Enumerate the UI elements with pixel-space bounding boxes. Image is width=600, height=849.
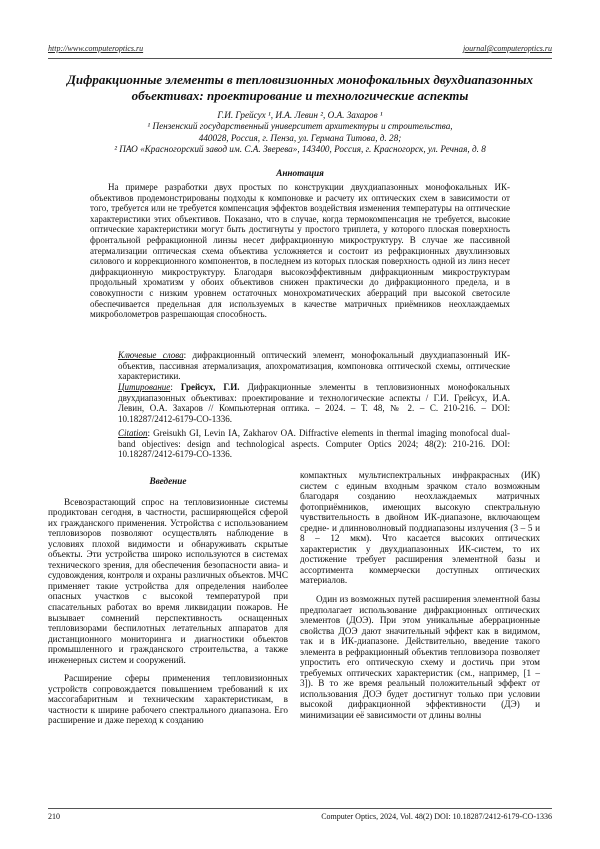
left-column (48, 476, 288, 726)
citation-en (118, 428, 510, 460)
citation: Цитирование: Грейсух, Г.И. Дифракционные элементы в тепловизионных монофокальных двухдиапазонных объективах: проектирование и технологические аспекты / Г.И. Грейсух, И.А. Левин, О.А. Захаров // Компьютерная оптика. – 2024. – Т. 48, № 2. – С. 210-216. – DOI: 10.18287/2412-6179-CO-1336. (118, 382, 510, 424)
paragraph: Один из возможных путей расширения элементной базы предполагает использование дифракционных оптических элементов (ДОЭ). При этом уникальные аберрационные свойства ДОЭ дают значительный эффект как в видимом, так и в ИК-диапазоне. Действительно, введение такого элемента в рефракционный объектив тепловизора позволяет упростить его оптическую схему и достичь при этом требуемых оптических характеристик (см., например, [1 – 3]). В то же время реальный положительный эффект от использования ДОЭ будет достигнут только при условии высокой дифракционной эффективности (ДЭ) и минимизации её зависимости от длины волны (300, 594, 540, 721)
abstract-text: На примере разработки двух простых по конструкции двухдиапазонных монофокальных ИК-объективов продемонстрированы подходы к компоновке и расчету их оптических схем в зависимости от того, требуется или не требуется компенсация эффектов воздействия изменения температуры на оптические характеристики этих объективов. Показано, что в случае, когда термокомпенсация не требуется, высокие оптические характеристики могут быть достигнуты у простого триплета, у которого плоская поверхность фронтальной рефракционной линзы несет дифракционную микроструктуру. В случае же пассивной атермализации оптическая схема объектива усложняется и состоит из рефракционных двухлинзовых силового и коррекционного компонентов, в последнем из которых плоская поверхность одной из линз несет дифракционную микроструктуру. Благодаря высокоэффективным дифракционным микроструктурам продольный хроматизм у обоих объективов снижен практически до дифракционного предела, и в совокупности с низким уровнем остаточных монохроматических аберраций при высокой светосиле обеспечивается предельная для используемых в качестве матричных приёмников неохлаждаемых микроболометров разрешающая способность. (90, 182, 510, 320)
citation-authors: Грейсух, Г.И. (180, 382, 240, 392)
journal-reference: Computer Optics, 2024, Vol. 48(2) DOI: 10.18287/2412-6179-CO-1336 (321, 812, 552, 821)
citation-en-label: Citation (118, 428, 148, 438)
citation-en-text: : Greisukh GI, Levin IA, Zakharov OA. Diffractive elements in thermal imaging monofocal dual-band objectives: design and technological aspects. Computer Optics 2024; 48(2): 210-216. DOI: 10.18287/2412-6179-CO-1336. (118, 428, 510, 460)
running-header (48, 44, 552, 56)
paragraph: компактных мультиспектральных инфракрасных (ИК) систем с единым входным зрачком стало возможным благодаря созданию неохлаждаемых матричных фотоприёмников, имеющих высокую спектральную чувствительность в двойном ИК-диапазоне, включающем средне- и длинноволновый поддиапазоны излучения (3 – 5 и 8 – 12 мкм). Что касается высоких оптических характеристик у двухдиапазонных ИК-систем, то их достижение требует расширения элементной базы и ассортимента коммерчески доступных оптических материалов. (300, 470, 540, 586)
citation-text: Дифракционные элементы в тепловизионных монофокальных двухдиапазонных объективах: проектирование и технологические аспекты / Г.И. Грейсух, И.А. Левин, О.А. Захаров // Компьютерная оптика. – 2024. – Т. 48, № 2. – С. 210-216. – DOI: 10.18287/2412-6179-CO-1336. (118, 382, 510, 424)
paragraph: Расширение сферы применения тепловизионных устройств сопровождается повышением требований к их массогабаритным и техническим характеристикам, в частности к ширине рабочего спектрального диапазона. Его расширение и даже переход к созданию (48, 673, 288, 726)
keywords-text: : дифракционный оптический элемент, монофокальный двухдиапазонный ИК-объектив, пассивная атермализация, апохроматизация, компоновка оптической схемы, оптические характеристики. (118, 350, 510, 382)
author-list: Г.И. Грейсух ¹, И.А. Левин ², О.А. Захаров ¹ (217, 110, 383, 120)
paper-title: Дифракционные элементы в тепловизионных монофокальных двухдиапазонных объективах: проектирование и технологические аспекты (66, 72, 534, 103)
journal-url-link[interactable]: http://www.computeroptics.ru (48, 44, 144, 53)
header-rule (48, 58, 552, 59)
author-block (48, 110, 552, 156)
right-column (300, 470, 540, 721)
intro-heading: Введение (149, 476, 187, 486)
annotation-heading: Аннотация (276, 168, 324, 178)
abstract (90, 182, 510, 320)
journal-email-link[interactable]: journal@computeroptics.ru (462, 44, 552, 53)
affiliation-1-address: 440028, Россия, г. Пенза, ул. Германа Титова, д. 28; (198, 132, 402, 143)
keywords-label: Ключевые слова (118, 350, 184, 360)
citation-label: Цитирование (118, 382, 171, 392)
page-number: 210 (48, 812, 60, 821)
affiliation-2: ² ПАО «Красногорский завод им. С.А. Зверева», 143400, Россия, г. Красногорск, ул. Речная, д. 8 (114, 144, 486, 155)
keywords (118, 350, 510, 382)
footer-rule (48, 808, 552, 809)
paragraph: Всевозрастающий спрос на тепловизионные системы продиктован сегодня, в частности, расширяющейся сферой их гражданского применения. Устройства с использованием тепловизоров позволяют осуществлять наблюдение в условиях плохой видимости и обнаруживать скрытые объекты. Эти устройства широко используются в системах технического зрения, для обеспечения безопасности авиа- и судовождения, контроля и охраны различных объектов. МЧС применяет такие устройства для определения наиболее опасных участков с высокой температурой при спасательных работах во время ликвидации пожаров. Не вызывает сомнений перспективность оснащенных тепловизорами беспилотных летательных аппаратов для дистанционного мониторинга и диагностики объектов промышленного и гражданского строительства, а также инженерных систем и сооружений. (48, 496, 288, 665)
affiliation-1: ¹ Пензенский государственный университет архитектуры и строительства, (147, 121, 453, 132)
